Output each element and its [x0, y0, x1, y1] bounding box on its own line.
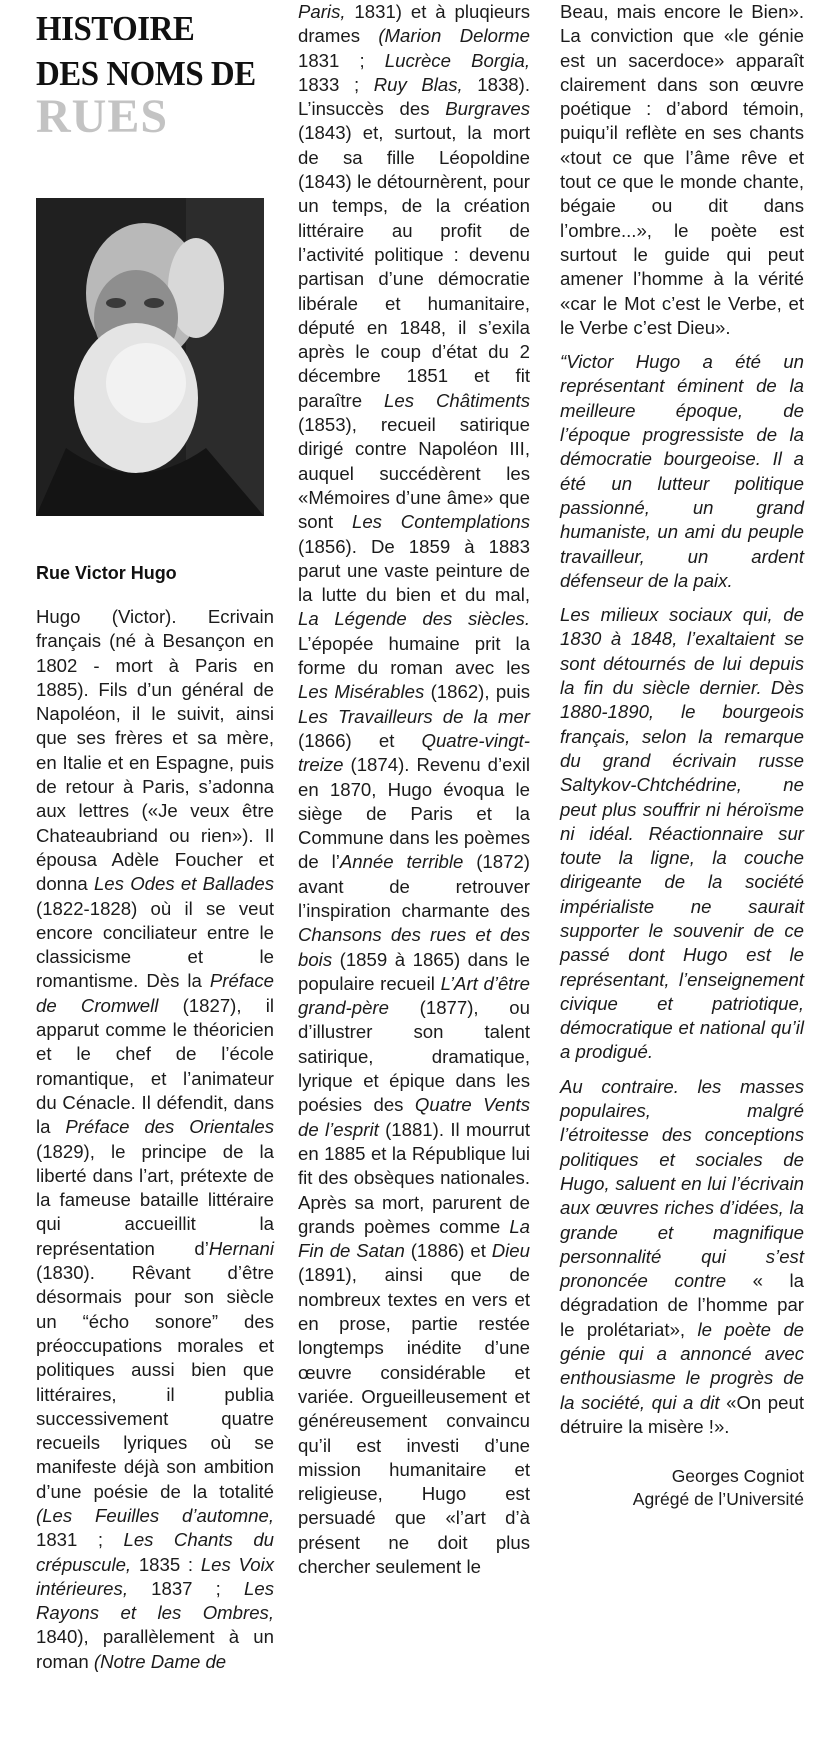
work-title: Paris,	[298, 1, 346, 22]
text-span: (1822-1828) où il se veut encore conciliateur entre le classicisme et le romantisme. Dès la	[36, 897, 274, 992]
article-body-col2	[298, 0, 530, 1579]
text-span: (1886) et	[404, 1240, 492, 1262]
text-span: (1891), ainsi que de nombreux textes en vers et en prose, partie restée longtemps inédite d’une œuvre considérable et variée. Orgueilleusement et généreusement convaincu qu’il est investi d’une mission humanitaire et religieuse, Hugo est persuadé que «l’art d’à présent ne doit plus chercher seulement le	[298, 1264, 530, 1577]
work-title: (Marion Delorme	[378, 25, 530, 47]
work-title: Les Misérables	[298, 681, 425, 703]
text-span: (1827), il apparut comme le théoricien et le chef de l’école romantique, et l’animateur du Cénacle. Il défendit, dans la	[36, 994, 275, 1138]
work-title: Quatre-vingt-treize	[298, 729, 530, 776]
work-title: Les Odes et Ballades	[93, 873, 274, 895]
signature-block	[560, 1465, 804, 1511]
text-span: 1835 :	[131, 1553, 201, 1575]
work-title: Quatre Vents de l’esprit	[298, 1094, 530, 1140]
text-span: (1829), le principe de la liberté dans l’art, prétexte de la fameuse bataille littéraire qui accueillit la représentation d’	[36, 1140, 274, 1259]
text-span: 1833 ;	[298, 73, 374, 95]
citation-span: « la dégradation de l’homme par le prolétariat»,	[560, 1270, 804, 1340]
work-title: L’Art d’être grand-père	[298, 972, 530, 1019]
portrait-illustration	[36, 198, 264, 516]
work-title: Les Châtiments	[384, 389, 530, 411]
article-body-col3	[560, 0, 804, 1439]
work-title: Année terrible	[339, 851, 464, 873]
work-title: Les Contemplations	[351, 511, 530, 533]
paragraph-col2	[298, 0, 530, 1579]
text-span: (1859 à 1865) dans le populaire recueil	[298, 948, 530, 994]
column-2	[298, 0, 530, 1579]
text-span: (1872) avant de retrouver l’inspiration charmante des	[298, 851, 530, 921]
header-line-2: DES NOMS DE	[36, 54, 256, 93]
work-title: La Fin de Satan	[298, 1215, 530, 1262]
text-span: 1831 ;	[298, 49, 385, 71]
citation-span: «On peut détruire la misère !».	[560, 1391, 804, 1437]
work-title: (Notre Dame de	[93, 1650, 227, 1672]
column-1	[36, 0, 275, 1672]
text-span: (1866) et	[298, 729, 422, 751]
quote-paragraph-3	[560, 1075, 804, 1439]
work-title: Préface de Cromwell	[36, 970, 274, 1016]
text-span: Hugo (Victor). Ecrivain français (né à Besançon en 1802 - mort à Paris en 1885). Fils d’un général de Napoléon, il le suivit, ainsi que ses frères et sa mère, en Italie et en Espagne, puis de retour à Paris, s’adonna aux lettres («Je veux être Chateaubriand ou rien»). Il épousa Adèle Foucher et donna	[36, 606, 274, 895]
work-title: Les Chants du crépuscule,	[36, 1529, 274, 1575]
work-title: Préface des Orientales	[65, 1116, 275, 1138]
work-title: Ruy Blas,	[373, 73, 463, 95]
text-span: (1881). Il mourrut en 1885 et la République lui fit des obsèques nationales. Après sa mort, parurent de grands poèmes comme	[298, 1118, 530, 1237]
column-3	[560, 0, 804, 1511]
work-title: Hernani	[208, 1237, 274, 1259]
work-title: La Légende des siècles.	[298, 608, 530, 630]
header-line-1: HISTOIRE	[36, 9, 195, 48]
text-span: Au contraire. les masses populaires, malgré l’étroitesse des conceptions politiques et sociales de Hugo, saluent en lui l’écrivain aux œuvres riches d’idées, la grande et magnifique personnalité qui s’est prononcée contre	[560, 1075, 804, 1292]
work-title: Les Rayons et les Ombres,	[36, 1577, 274, 1624]
text-span: (1856). De 1859 à 1883 parut une vaste peinture de la lutte du bien et du mal,	[298, 535, 530, 606]
text-span: 1840), parallèlement à un roman	[36, 1626, 274, 1672]
work-title: Burgraves	[445, 98, 530, 120]
text-span: (1877), ou d’illustrer son talent satirique, dramatique, lyrique et épique dans les poésies des	[298, 997, 530, 1116]
signature-title: Agrégé de l’Université	[632, 1489, 804, 1510]
quote-paragraph-2: Les milieux sociaux qui, de 1830 à 1848, l’exaltaient se sont détournés de lui depuis la fin du siècle dernier. Dès 1880-1890, le bourgeois français, selon la remarque du grand écrivain russe Saltykov-Chtchédrine, ne peut plus souffrir ni héroïsme ni idéal. Réactionnaire sur toute la ligne, la couche dirigeante de la société impérialiste ne saurait supporter le souvenir de ce passé dont Hugo est le représentant, l’enseignement civique et patriotique, démocratique et national qu’il a prodigué.	[560, 604, 804, 1063]
article-body-col1	[36, 605, 274, 1674]
paragraph-col3-1: Beau, mais encore le Bien». La conviction que «le génie est un sacerdoce» apparaît clairement dans son œuvre poétique : d’abord témoin, puiqu’il reflète en ses chants «tout ce que l’âme rêve et tout ce que le monde chante, bégaie ou dit dans l’ombre...», le poète est surtout le guide qui peut amener l’homme à la vérité «car le Mot c’est le Verbe, et le Verbe c’est Dieu».	[560, 1, 804, 338]
paragraph-col1	[36, 605, 274, 1674]
work-title: Lucrèce Borgia,	[384, 49, 530, 71]
work-title: Les Travailleurs de la mer	[298, 705, 530, 727]
work-title: (Les Feuilles d’automne,	[36, 1504, 274, 1526]
text-span: (1853), recueil satirique dirigé contre Napoléon III, auquel succédèrent les «Mémoires d’une âme» que sont	[298, 414, 530, 533]
quote-paragraph-1: “Victor Hugo a été un représentant éminent de la meilleure époque, de l’époque progressiste de la démocratie bourgeoise. Il a été un lutteur politique passionné, un grand humaniste, un ami du peuple travailleur, un ardent défenseur de la paix.	[560, 351, 804, 591]
text-span: le poète de génie qui a annoncé avec enthousiasme le progrès de la société, qui a dit	[560, 1318, 804, 1413]
work-title: Dieu	[491, 1240, 530, 1262]
text-span: 1831) et à pluqieurs drames	[298, 1, 530, 47]
text-span: (1843) et, surtout, la mort de sa fille Léopoldine (1843) le détournèrent, pour un temps, de la création littéraire au profit de l’activité politique : devenu partisan d’une démocratie libérale et humanitaire, député en 1848, il s’exila après le coup d’état du 2 décembre 1851 et fit paraître	[298, 122, 530, 411]
article-title: Rue Victor Hugo	[36, 563, 177, 583]
portrait-photo	[36, 198, 264, 516]
work-title: Les Voix intérieures,	[36, 1553, 274, 1599]
text-span: 1837 ;	[127, 1577, 245, 1599]
text-span: (1862), puis	[424, 681, 531, 703]
header-line-3: RUES	[36, 90, 169, 143]
signature-name: Georges Cogniot	[671, 1466, 804, 1487]
text-span: (1874). Revenu d’exil en 1870, Hugo évoqua le siège de Paris et la Commune dans les poèmes de l’	[298, 754, 530, 873]
text-span: 1838). L’insuccès des	[298, 73, 530, 120]
work-title: Chansons des rues et des bois	[298, 924, 530, 970]
text-span: 1831 ;	[36, 1529, 124, 1551]
text-span: L’épopée humaine prit la forme du roman avec les	[298, 632, 530, 679]
text-span: (1830). Rêvant d’être désormais pour son siècle un “écho sonore” des préoccupations morales et politiques aussi bien que littéraires, il publia successivement quatre recueils lyriques où se manifeste déjà son ambition d’une poésie de la totalité	[36, 1262, 274, 1502]
